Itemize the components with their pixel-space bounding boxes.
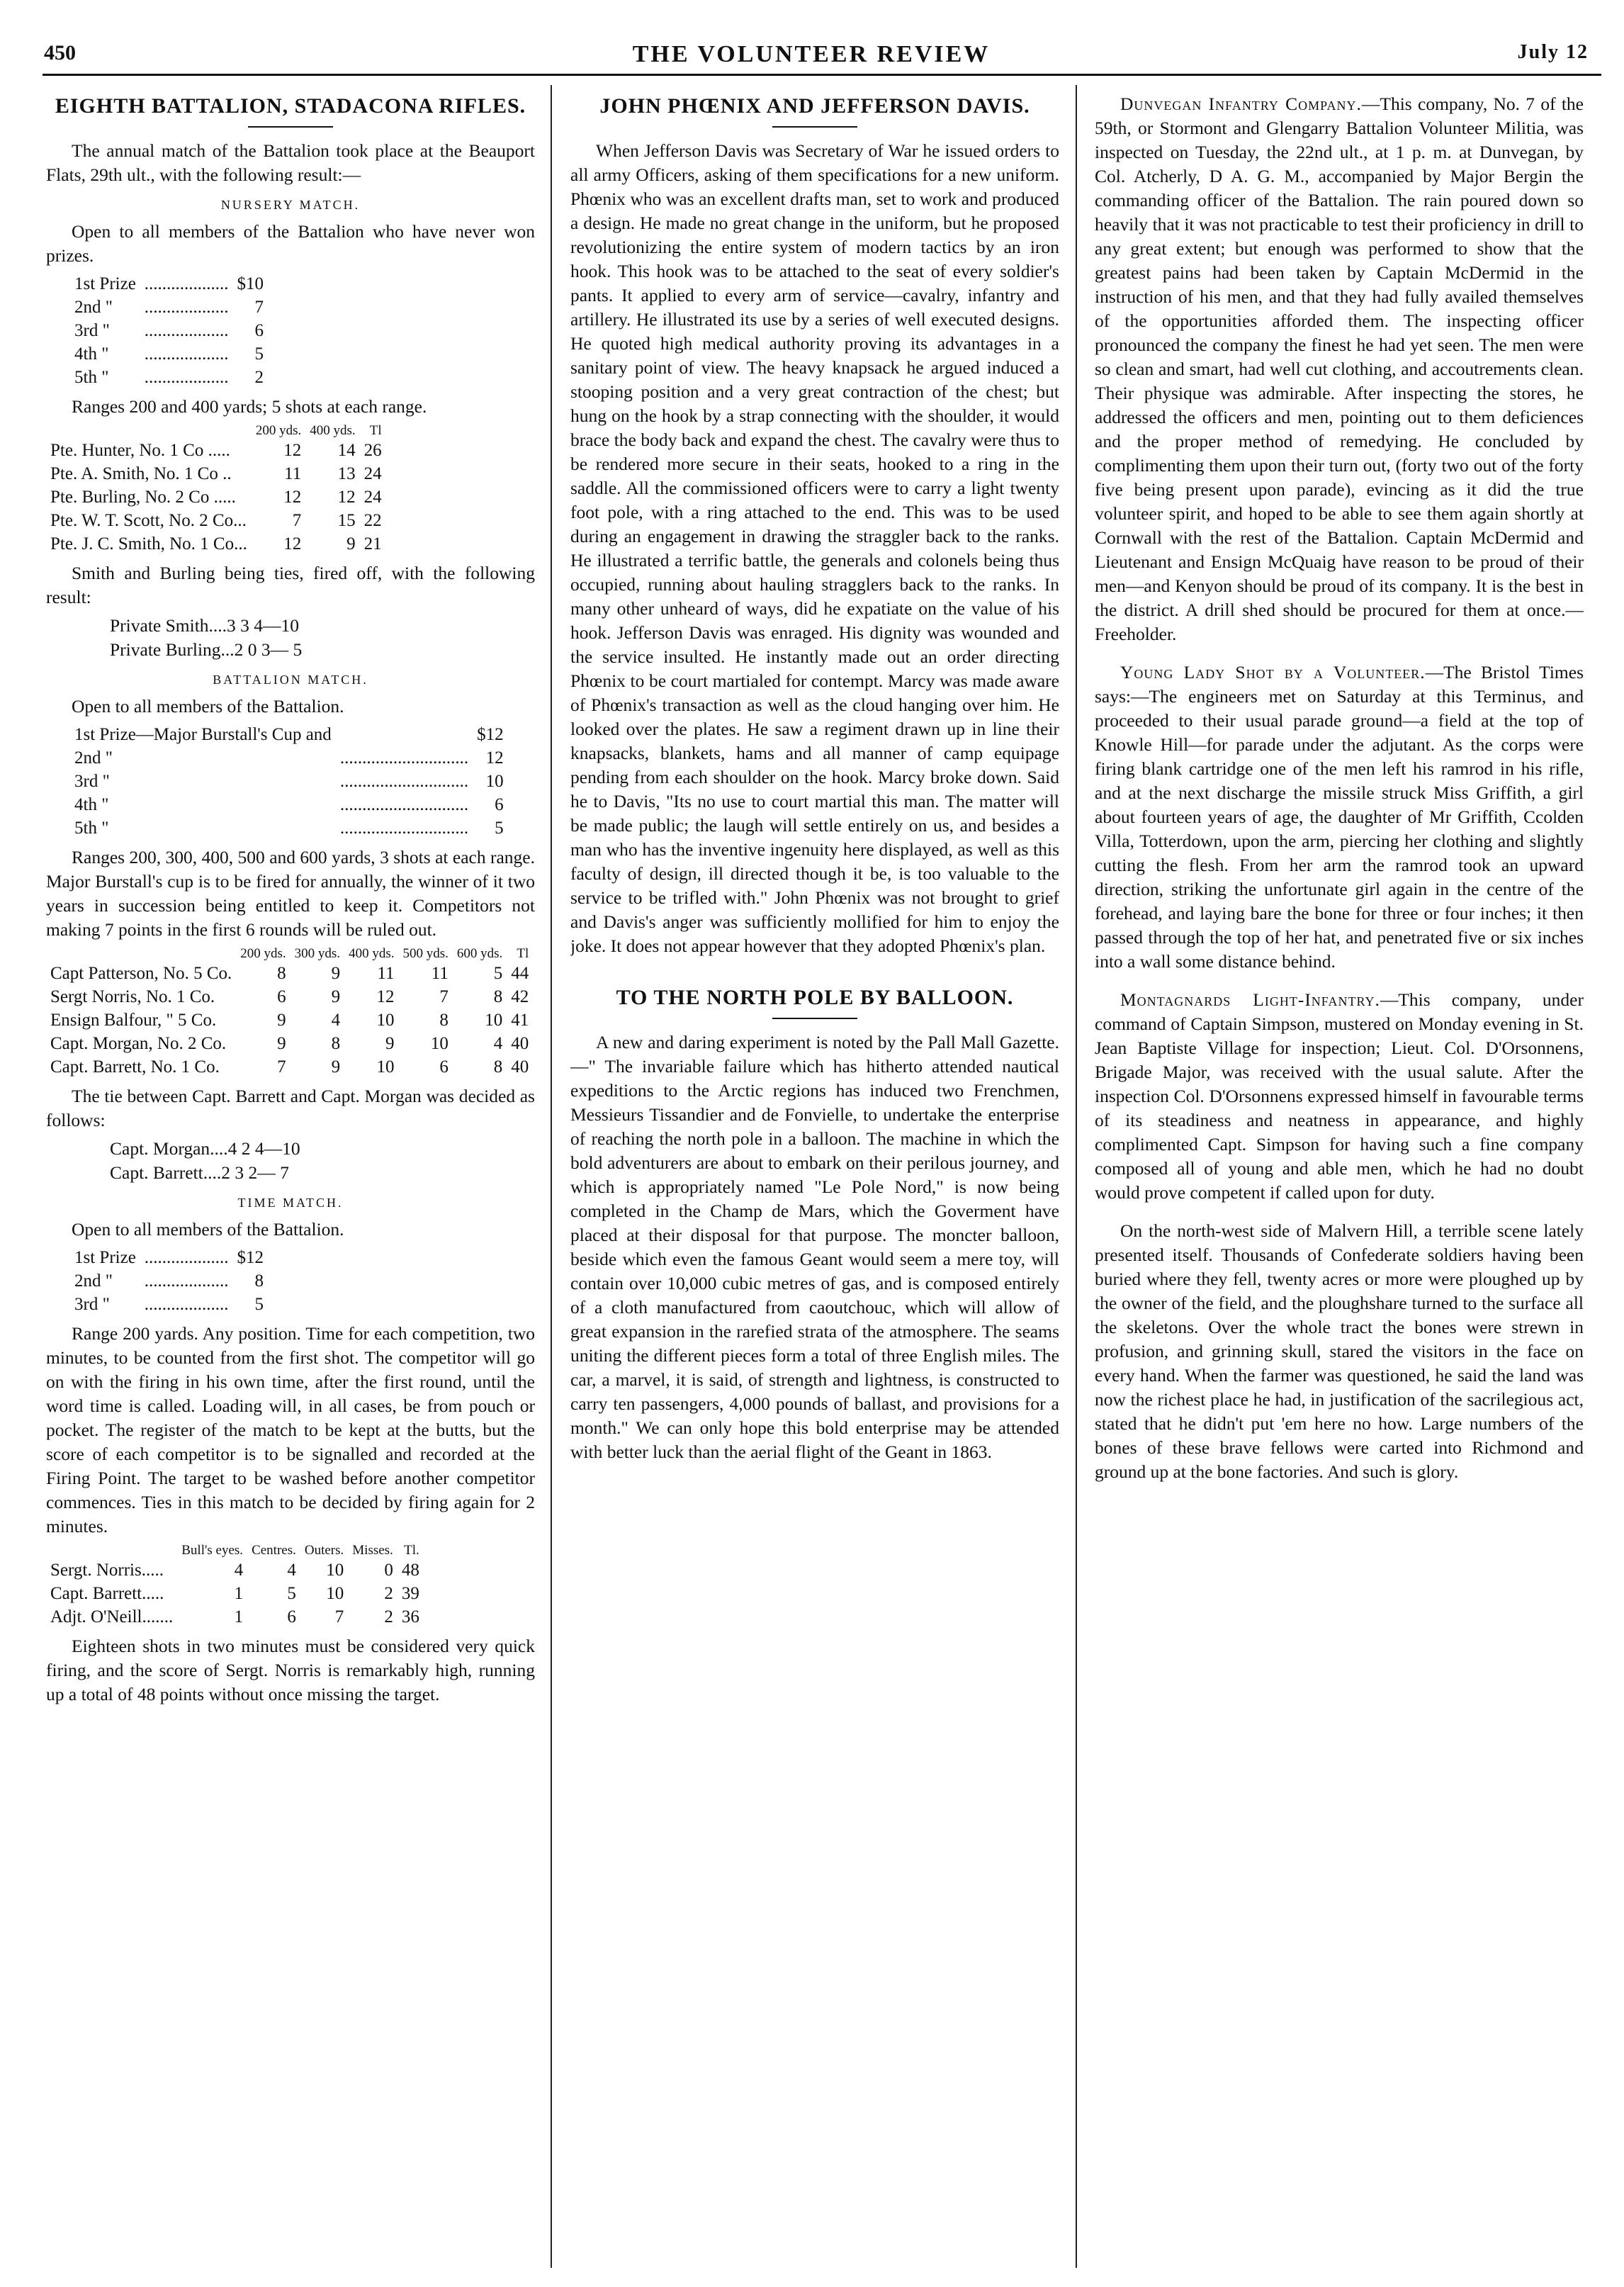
prize-place: 3rd " <box>74 321 110 340</box>
prize-amount: $10 <box>237 274 264 293</box>
table-row <box>46 1032 533 1055</box>
score-cell: 7 <box>292 511 302 530</box>
score-cell: 7 <box>334 1607 344 1626</box>
table-row: 1st Prize ................... $12 <box>46 1246 268 1269</box>
score-total: 39 <box>401 1584 419 1603</box>
prize-place: 1st Prize <box>74 1248 136 1267</box>
score-cell: 14 <box>337 441 356 460</box>
article-intro: The annual match of the Battalion took place at the Beauport Flats, 29th ult., with the following result:— <box>46 140 535 185</box>
paragraph <box>1095 988 1584 1205</box>
page-number: 450 <box>44 41 76 64</box>
table-row: 3rd " ............................. 10 <box>46 770 508 793</box>
score-cell: 9 <box>277 1034 286 1053</box>
paragraph-body: —The Bristol Times says:—The engineers met on Saturday at this Terminus, and proceeded to their usual parade ground—a field at the top of Knowle Hill—for parade under the adjutant. As the corps were firing blank cartridge one of the men left his ramrod in his rifle, and at the next discharge the missile struck Miss Griffith, a girl about fourteen years of age, the daughter of Mr Griffith, Ccolden Villa, Totterdown, upon the arm, piercing her clothing and slightly cutting the flesh. From her arm the ramrod took an upward direction, striking the unfortunate girl again in the centre of the forehead, and laying bare the bone for three or four inches; it then passed through the top of her hat, and penetrated five or six inches into a wall some distance behind. <box>1095 662 1584 972</box>
table-row <box>46 1558 424 1582</box>
column-header: Outers. <box>304 1543 344 1558</box>
paragraph <box>1095 661 1584 974</box>
score-table <box>46 946 533 1079</box>
score-cell: 10 <box>376 1011 395 1030</box>
column-header: Bull's eyes. <box>181 1543 244 1558</box>
score-cell: 12 <box>283 534 302 554</box>
competitor-name: Pte. J. C. Smith, No. 1 Co... <box>50 534 247 554</box>
score-total: 24 <box>363 488 382 507</box>
score-cell: 4 <box>287 1561 296 1580</box>
competitor-name: Capt. Barrett..... <box>50 1584 164 1603</box>
header-rule <box>43 74 1601 76</box>
table-row: 2nd " ................... 8 <box>46 1269 268 1293</box>
score-cell: 4 <box>493 1034 503 1053</box>
score-cell: 0 <box>384 1561 393 1580</box>
prize-place: 2nd " <box>74 748 113 768</box>
score-cell: 9 <box>331 1057 341 1077</box>
column-header: 500 yds. <box>402 946 449 961</box>
section-heading: BATTALION MATCH. <box>213 673 368 687</box>
table-row <box>46 509 386 532</box>
table-row <box>46 462 386 485</box>
paragraph: Range 200 yards. Any position. Time for each competition, two minutes, to be counted from the first shot. The competitor will go on with the firing in his own time, after the first round, until the word time is called. Loading will, in all cases, be from pouch or pocket. The register of the match to be kept at the butts, but the score of each competitor is to be signalled and recorded at the Firing Point. The target to be washed before another competitor commences. Ties in this match to be decided by firing again for 2 minutes. <box>46 1323 535 1536</box>
paragraph: Open to all members of the Battalion. <box>72 1219 344 1240</box>
prize-amount: $12 <box>237 1248 264 1267</box>
score-table <box>46 423 386 556</box>
paragraph: When Jefferson Davis was Secretary of War he issued orders to all army Officers, asking of them specifications for a new uniform. Phœnix who was an excellent drafts man, set to work and produced a design. He made no great change in the uniform, but he proposed revolutionizing the entire system of modern tactics by an iron hook. This hook was to be attached to the seat of every soldier's pants. It applied to every arm of service—cavalry, infantry and artillery. He illustrated its use by a series of well executed designs. He quoted high medical authority proving its advantages in a sanitary point of view. The heavy knapsack he argued induced a stooping position and a very great contraction of the chest; but hung on the hook by a strap connecting with the shoulder, it would brace the body back and expand the chest. The cavalry were thus to be rendered more secure in their seats, hooked to a ring in the saddle. All the commissioned officers were to carry a light twenty foot pole, with a ring attached to the end. This was to be used during an engagement in drawing the straggler back to the ranks. He illustrated a terrific battle, the generals and colonels being thus occupied, running about hauling stragglers back to the ranks. In many other unheard of ways, did he expatiate on the value of his hook. Jefferson Davis was enraged. His dignity was wounded and the service insulted. He instantly made out an order directing Phœnix to be court martialed for contempt. Marcy was made aware of Phœnix's transaction as well as the cloud hanging over him. He looked over the plates. He saw a regiment drawn up in line their knapsacks, blankets, hams and all manner of camp equipage pending from each shoulder on the hook. Marcy broke down. Said he to Davis, "Its no use to court martial this man. The matter will be made public; the laugh will settle entirely on us, and besides a man who has the inventive ingenuity here displayed, as well as this faculty of design, ill directed though it be, is too valuable to the service to be trifled with." John Phœnix was not brought to grief and Davis's anger was sufficiently mollified for him to enjoy the joke. It does not appear however that they adopted Phœnix's plan. <box>570 140 1059 956</box>
paragraph: The tie between Capt. Barrett and Capt. Morgan was decided as follows: <box>46 1086 535 1130</box>
paragraph: Eighteen shots in two minutes must be considered very quick firing, and the score of Sergt. Norris is remarkably high, running up a total of 48 points without once missing the target. <box>46 1636 535 1704</box>
paragraph: Ranges 200 and 400 yards; 5 shots at each range. <box>72 396 427 417</box>
score-cell: 12 <box>283 441 302 460</box>
tie-result: Capt. Morgan....4 2 4—10 <box>110 1138 300 1159</box>
paragraph-lead: Young Lady Shot by a Volunteer. <box>1120 662 1426 682</box>
score-total: 42 <box>511 987 529 1006</box>
issue-date: July 12 <box>1517 41 1589 63</box>
score-total: 44 <box>511 964 529 983</box>
column-1 <box>46 92 535 2268</box>
column-divider <box>1076 85 1077 2268</box>
score-cell: 8 <box>331 1034 341 1053</box>
score-cell: 12 <box>337 488 356 507</box>
column-header: 200 yds. <box>240 946 286 961</box>
column-header: Centres. <box>252 1543 296 1558</box>
score-cell: 9 <box>331 964 341 983</box>
table-row <box>46 1008 533 1032</box>
table-row: 2nd " ............................. 12 <box>46 746 508 770</box>
table-row <box>46 485 386 509</box>
prize-place: 2nd " <box>74 298 113 317</box>
score-total: 21 <box>363 534 382 554</box>
competitor-name: Pte. A. Smith, No. 1 Co .. <box>50 464 232 483</box>
paragraph-lead: Dunvegan Infantry Company. <box>1120 94 1362 114</box>
prize-place: 3rd " <box>74 772 110 791</box>
column-header: Tl <box>517 946 529 961</box>
prize-amount: 8 <box>254 1271 264 1291</box>
table-row: 2nd " ................... 7 <box>46 296 268 319</box>
score-total: 24 <box>363 464 382 483</box>
score-cell: 8 <box>277 964 286 983</box>
score-table <box>46 1543 424 1629</box>
score-cell: 12 <box>283 488 302 507</box>
column-header: 400 yds. <box>349 946 395 961</box>
article-title: TO THE NORTH POLE BY BALLOON. <box>616 986 1014 1009</box>
section-heading: TIME MATCH. <box>237 1196 344 1210</box>
score-cell: 10 <box>485 1011 503 1030</box>
competitor-name: Capt Patterson, No. 5 Co. <box>50 964 232 983</box>
score-cell: 8 <box>493 987 503 1006</box>
table-row: 5th " ................... 2 <box>46 366 268 389</box>
score-cell: 9 <box>385 1034 395 1053</box>
score-cell: 1 <box>234 1584 244 1603</box>
paragraph: Open to all members of the Battalion who have never won prizes. <box>46 221 535 266</box>
column-header: Misses. <box>352 1543 393 1558</box>
score-cell: 11 <box>377 964 395 983</box>
column-header: 300 yds. <box>294 946 341 961</box>
competitor-name: Sergt Norris, No. 1 Co. <box>50 987 215 1006</box>
competitor-name: Pte. Burling, No. 2 Co ..... <box>50 488 236 507</box>
table-row <box>46 439 386 462</box>
table-row <box>46 962 533 985</box>
article-title: JOHN PHŒNIX AND JEFFERSON DAVIS. <box>599 94 1030 118</box>
paragraph: Ranges 200, 300, 400, 500 and 600 yards, 3 shots at each range. Major Burstall's cup is to be fired for annually, the winner of it two years in succession being entitled to keep it. Competitors not making 7 points in the first 6 rounds will be ruled out. <box>46 847 535 940</box>
score-cell: 10 <box>376 1057 395 1077</box>
prize-amount: 5 <box>254 1295 264 1314</box>
score-cell: 8 <box>439 1011 449 1030</box>
column-header: Tl <box>369 423 382 438</box>
score-total: 41 <box>511 1011 529 1030</box>
score-cell: 10 <box>326 1584 344 1603</box>
score-cell: 11 <box>284 464 302 483</box>
score-cell: 5 <box>493 964 503 983</box>
prize-amount: $12 <box>477 725 504 744</box>
score-cell: 2 <box>384 1584 393 1603</box>
tie-result: Capt. Barrett....2 3 2— 7 <box>110 1162 289 1183</box>
table-row <box>46 723 508 746</box>
table-row: 4th " ................... 5 <box>46 342 268 366</box>
score-cell: 15 <box>337 511 356 530</box>
paragraph: Open to all members of the Battalion. <box>72 696 344 717</box>
score-cell: 7 <box>277 1057 286 1077</box>
table-row <box>46 532 386 556</box>
score-total: 40 <box>511 1057 529 1077</box>
table-row: 3rd " ................... 5 <box>46 1293 268 1316</box>
competitor-name: Pte. W. T. Scott, No. 2 Co... <box>50 511 247 530</box>
column-header: 400 yds. <box>310 423 356 438</box>
score-cell: 5 <box>287 1584 296 1603</box>
section-heading: NURSERY MATCH. <box>220 198 361 212</box>
article-title: EIGHTH BATTALION, STADACONA RIFLES. <box>55 94 526 118</box>
score-cell: 4 <box>331 1011 341 1030</box>
score-cell: 10 <box>326 1561 344 1580</box>
score-cell: 10 <box>430 1034 449 1053</box>
competitor-name: Capt. Morgan, No. 2 Co. <box>50 1034 227 1053</box>
column-divider <box>551 85 552 2268</box>
prize-place: 4th " <box>74 795 109 814</box>
prize-place: 1st Prize <box>74 274 136 293</box>
table-row <box>46 985 533 1008</box>
competitor-name: Pte. Hunter, No. 1 Co ..... <box>50 441 230 460</box>
prize-table <box>46 1246 268 1316</box>
table-row: 3rd " ................... 6 <box>46 319 268 342</box>
competitor-name: Ensign Balfour, " 5 Co. <box>50 1011 217 1030</box>
prize-amount: 6 <box>254 321 264 340</box>
paragraph-lead: Montagnards Light-Infantry. <box>1120 989 1380 1010</box>
page-header <box>28 20 1594 69</box>
prize-table <box>46 723 508 840</box>
column-header: 600 yds. <box>456 946 503 961</box>
score-cell: 6 <box>439 1057 449 1077</box>
prize-amount: 7 <box>254 298 264 317</box>
prize-place: 3rd " <box>74 1295 110 1314</box>
prize-amount: 6 <box>495 795 504 814</box>
prize-table <box>46 272 268 389</box>
paragraph-body: —This company, No. 7 of the 59th, or Stormont and Glengarry Battalion Volunteer Militia, was inspected on Tuesday, the 22nd ult., at 1 p. m. at Dunvegan, by Col. Atcherly, D A. G. M., accompanied by Major Bergin the commanding officer of the Battalion. The rain poured down so heavily that it was not practicable to test their proficiency in drill to any great extent; but enough was performed to show that the greatest pains had been taken by Captain McDermid in the instruction of his men, and that they had fully availed themselves of the opportunities afforded them. The inspecting officer pronounced the company the finest he had yet seen. The men were so clean and smart, had well cut clothing, and accoutrements clean. Their physique was admirable. After inspecting the stores, he addressed the officers and men, pointing out to them deficiences and the proper method of remedying. He concluded by complimenting them upon their turn out, (forty two out of the forty five being present upon parade), evincing as it did the true volunteer spirit, and hoped to be able to see them again shortly at Cornwall with the rest of the Battalion. Captain McDermid and Lieutenant and Ensign McQuaig have reason to be proud of their men—and Kenyon should be proud of its company. It is the best in the district. A drill shed should be procured for them at once.—Freeholder. <box>1095 94 1584 644</box>
paragraph-body: —This company, under command of Captain Simpson, mustered on Monday evening in St. Jean Baptiste Village for inspection; Lieut. Col. D'Orsonnens, Brigade Major, was received with the usual salute. After the inspection Col. D'Orsonnens expressed himself in favourable terms of its steadiness and neatness in appearance, and highly complimented Capt. Simpson for having such a fine company composed all of young and able men, which he had no doubt would prove competent if called upon for duty. <box>1095 989 1584 1203</box>
score-cell: 4 <box>234 1561 244 1580</box>
prize-amount: 5 <box>495 819 504 838</box>
title-rule <box>772 1018 857 1019</box>
masthead: THE VOLUNTEER REVIEW <box>632 41 991 67</box>
score-cell: 1 <box>234 1607 244 1626</box>
column-header: Tl. <box>404 1543 419 1558</box>
score-cell: 6 <box>287 1607 296 1626</box>
prize-place: 4th " <box>74 344 109 364</box>
prize-amount: 2 <box>254 368 264 387</box>
paragraph: A new and daring experiment is noted by the Pall Mall Gazette.—" The invariable failure which has hitherto attended nautical expeditions to the Arctic regions has induced two Frenchmen, Messieurs Tissandier and de Fonvielle, to undertake the enterprise of reaching the north pole in a balloon. The machine in which the bold adventurers are about to embark on their perilous journey, and which is appropriately named "Le Pole Nord," is now being completed in the Champ de Mars, which the Goverment have placed at their disposal for that purpose. The moncter balloon, beside which even the famous Geant would seem a mere toy, will contain over 10,000 cubic metres of gas, and is composed entirely of a cloth manufactured from caoutchouc, which will allow of great expansion in the rarefied strata of the atmosphere. The seams uniting the different pieces form a total of three English miles. The car, a marvel, it is said, of strength and lightness, is constructed to carry ten passengers, 4,000 pounds of ballast, and provisions for a month." We can only hope this bold enterprise may be attended with better luck than the aerial flight of the Geant in 1863. <box>570 1032 1059 1462</box>
prize-place: 1st Prize—Major Burstall's Cup and <box>74 725 332 744</box>
paragraph <box>1095 92 1584 646</box>
tie-result: Private Smith....3 3 4—10 <box>110 615 300 636</box>
score-cell: 9 <box>346 534 356 554</box>
score-cell: 8 <box>493 1057 503 1077</box>
competitor-name: Capt. Barrett, No. 1 Co. <box>50 1057 220 1077</box>
score-cell: 12 <box>376 987 395 1006</box>
table-row: 1st Prize ................... $10 <box>46 272 268 296</box>
score-cell: 9 <box>277 1011 286 1030</box>
prize-place: 5th " <box>74 368 109 387</box>
score-total: 26 <box>363 441 382 460</box>
prize-amount: 5 <box>254 344 264 364</box>
score-total: 40 <box>511 1034 529 1053</box>
competitor-name: Adjt. O'Neill....... <box>50 1607 174 1626</box>
score-cell: 2 <box>384 1607 393 1626</box>
score-total: 36 <box>401 1607 419 1626</box>
competitor-name: Sergt. Norris..... <box>50 1561 164 1580</box>
score-cell: 9 <box>331 987 341 1006</box>
title-rule <box>248 126 333 128</box>
table-row <box>46 1605 424 1629</box>
tie-result: Private Burling...2 0 3— 5 <box>110 639 303 660</box>
table-row <box>46 1582 424 1605</box>
score-cell: 7 <box>439 987 449 1006</box>
column-header: 200 yds. <box>255 423 302 438</box>
column-2 <box>570 92 1059 2268</box>
table-row <box>46 1055 533 1079</box>
prize-place: 2nd " <box>74 1271 113 1291</box>
table-row: 5th " ............................. 5 <box>46 816 508 840</box>
score-total: 22 <box>363 511 382 530</box>
paragraph: On the north-west side of Malvern Hill, a terrible scene lately presented itself. Thousands of Confederate soldiers having been buried where they fell, twenty acres or more were ploughed up by the owner of the field, and the ploughshare turned to the surface all the skeletons. Over the whole tract the bones were strewn in profusion, and grinning skull, stared the visitors in the face on every hand. When the farmer was questioned, he said the land was now the richest place he had, in justification of the sacrilegious act, stated that he didn't put 'em here no how. Large numbers of the bones of these brave fellows were carted into Richmond and ground up at the bone factories. And such is glory. <box>1095 1220 1584 1482</box>
prize-amount: 12 <box>485 748 504 768</box>
score-cell: 13 <box>337 464 356 483</box>
prize-amount: 10 <box>485 772 504 791</box>
title-rule <box>772 126 857 128</box>
score-total: 48 <box>401 1561 419 1580</box>
prize-place: 5th " <box>74 819 109 838</box>
column-3 <box>1095 92 1584 2268</box>
score-cell: 6 <box>277 987 286 1006</box>
paragraph: Smith and Burling being ties, fired off, with the following result: <box>46 563 535 607</box>
table-row: 4th " ............................. 6 <box>46 793 508 816</box>
score-cell: 11 <box>431 964 449 983</box>
